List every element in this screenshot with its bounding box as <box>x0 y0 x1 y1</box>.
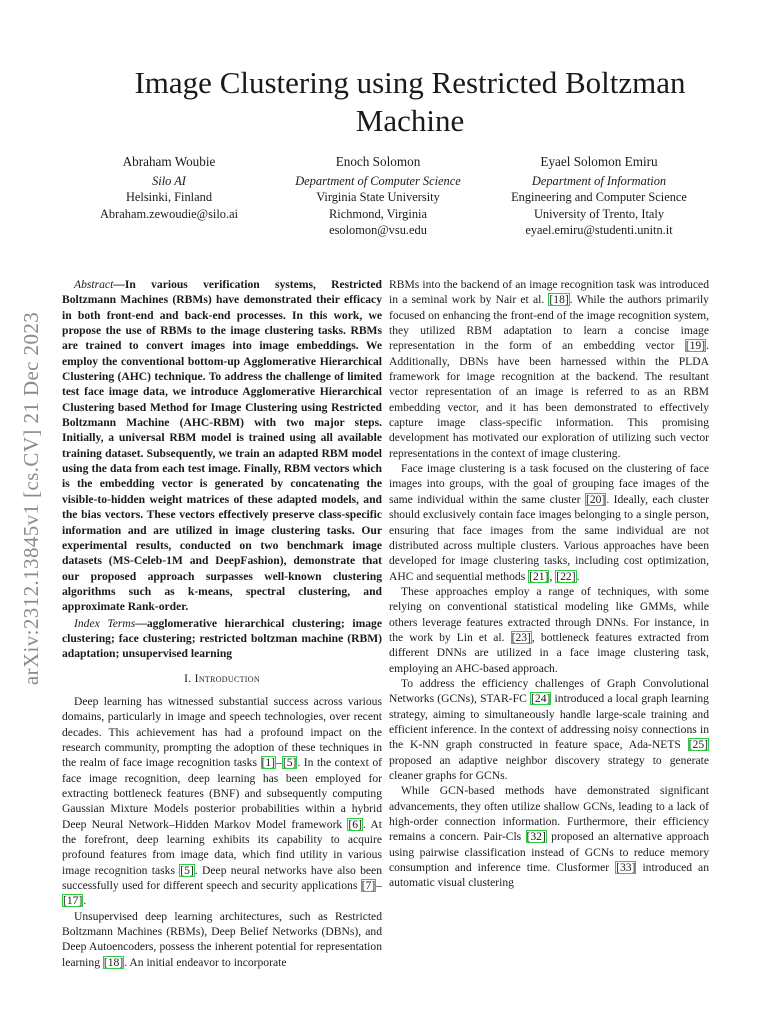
citation-link[interactable]: [18] <box>103 955 124 969</box>
author-email: eyael.emiru@studenti.unitn.it <box>525 223 673 237</box>
body-paragraph: Unsupervised deep learning architectures, such as Restricted Boltzmann Machines (RBMs), Deep Belief Networks (DBNs), and Deep Autoencoders, possess the inherent potential for representation learning [18]. An initial endeavor to incorporate <box>62 909 382 969</box>
citation-link[interactable]: [23] <box>511 630 531 644</box>
author-affiliation: Silo AI <box>152 173 186 188</box>
citation-link[interactable]: [33] <box>616 861 636 875</box>
citation-link[interactable]: [21] <box>529 569 549 583</box>
author-institution: University of Trento, Italy <box>533 206 665 221</box>
author-department: Department of Information <box>531 173 667 188</box>
body-paragraph: These approaches employ a range of techniques, with some relying on conventional statistical modeling like GMMs, while others leverage features extracted through DNNs. For instance, in the work by Lin et al. [23], bottleneck features extracted from different DNNs are utilized in a face image clustering task, employing an AHC-based approach. <box>389 584 709 675</box>
body-paragraph: Deep learning has witnessed substantial success across various domains, particularly in image and speech technologies, over recent decades. This achievement has had a profound impact on the research community, prompting the adoption of these techniques in the realm of face image recognition tasks [1]–[5]. In the context of face image recognition, deep learning has been employed for extracting bottleneck features (BNF) and subsequently computing Gaussian Mixture Models posterior probabilities within a hybrid Deep Neural Network–Hidden Markov Model framework [6]. At the forefront, deep learning exhibits its capability to acquire profound features from image data, which find utility in various image recognition tasks [5]. Deep neural networks have also been successfully used for different speech and security applications [7]–[17]. <box>62 694 383 908</box>
arxiv-id-text: arXiv:2312.13845v1 [cs.CV] 21 Dec 2023 <box>19 311 44 685</box>
author-email: esolomon@vsu.edu <box>329 223 427 237</box>
right-column <box>389 277 709 891</box>
body-paragraph: RBMs into the backend of an image recognition task was introduced in a seminal work by Nair et al. [18]. While the authors primarily focused on enhancing the front-end of the image recognition system, they utilized RBM adaptation to learn a concise image representation in the form of an embedding vector [19]. Additionally, DBNs have been harnessed within the PLDA framework for image recognition at the backend. The resultant vector representation of an image is referred to as an RBM embedding vector, and it has been demonstrated to effectively capture image class-specific information. This promising development has motivated our exploration of utilizing such vector representations in the context of image clustering. <box>389 278 709 460</box>
author-location: Helsinki, Finland <box>125 190 213 204</box>
author-institution: Virginia State University <box>316 190 440 204</box>
body-paragraph: Face image clustering is a task focused on the clustering of face images into groups, with the goal of grouping face images of the same individual within the same cluster [20]. Ideally, each cluster should exclusively contain face images belonging to a single person, ensuring that face images from the same individual are not distributed across multiple clusters. Various approaches have been developed for image clustering tasks, including cost optimization, AHC and sequential methods [21], [22]. <box>389 462 709 583</box>
citation-link[interactable]: [6] <box>348 817 362 831</box>
section-heading <box>62 671 382 686</box>
author-name: Enoch Solomon <box>335 154 421 169</box>
author-block-1 <box>84 154 254 222</box>
arxiv-identifier <box>14 268 50 728</box>
author-block-2 <box>262 154 494 239</box>
section-number: I. <box>184 671 192 685</box>
abstract-text: —In various verification systems, Restricted Boltzmann Machines (RBMs) have demonstrated their efficacy in both front-end and back-end processes. In this work, we propose the use of RBMs to the image clustering tasks. RBMs are trained to convert images into image embeddings. We employ the conventional bottom-up Agglomerative Hierarchical Clustering (AHC) technique. To address the challenge of limited test face image data, we introduce Agglomerative Hierarchical Clustering based Method for Image Clustering using Restricted Boltzmann Machine (AHC-RBM) with two major steps. Initially, a universal RBM model is trained using all available training dataset. Subsequently, we train an adapted RBM model using the data from each test image. Finally, RBM vectors which is the embedding vector is generated by concatenating the visible-to-hidden weight matrices of these adapted models, and the bias vectors. These vectors effectively preserve class-specific information and are utilized in image clustering tasks. Our experimental results, conducted on two benchmark image datasets (MS-Celeb-1M and DeepFashion), demonstrate that our proposed approach surpasses well-known clustering algorithms such as k-means, spectral clustering, and approximate Rank-order. <box>62 278 382 614</box>
abstract-label: Abstract <box>74 278 114 291</box>
index-terms <box>62 616 382 662</box>
citation-link[interactable]: [7] <box>361 879 376 893</box>
introduction-body-right <box>389 277 709 891</box>
index-terms-text: —agglomerative hierarchical clustering; image clustering; face clustering; restricted boltzman machine (RBM) adaptation; unsupervised learning <box>62 616 382 661</box>
paper-title: Image Clustering using Restricted Boltzman Machine <box>134 65 686 138</box>
citation-link[interactable]: [5] <box>282 756 297 770</box>
author-location: Richmond, Virginia <box>329 206 427 221</box>
citation-link[interactable]: [1] <box>261 756 276 770</box>
author-department-cont: Engineering and Computer Science <box>511 190 687 204</box>
citation-link[interactable]: [24] <box>531 692 551 706</box>
section-title: Introduction <box>194 671 260 685</box>
author-department: Department of Computer Science <box>295 173 461 188</box>
citation-link[interactable]: [20] <box>585 492 606 506</box>
citation-link[interactable]: [19] <box>685 339 706 353</box>
author-block-3 <box>482 154 716 239</box>
author-name: Abraham Woubie <box>122 154 216 169</box>
author-name: Eyael Solomon Emiru <box>540 154 658 169</box>
citation-link[interactable]: [32] <box>526 830 546 844</box>
introduction-body-left <box>62 694 382 970</box>
body-paragraph: While GCN-based methods have demonstrated significant advancements, they often utilize shallow GCNs, leading to a lack of high-order connection information. Furthermore, their efficiency remains a concern. Pair-Cls [32] proposed an alternative approach using pairwise classification instead of GCNs to reduce memory consumption and inference time. Clusformer [33] introduced an automatic visual clustering <box>389 784 709 890</box>
author-email: Abraham.zewoudie@silo.ai <box>99 206 239 221</box>
body-paragraph: To address the efficiency challenges of Graph Convolutional Networks (GCNs), STAR-FC [24] introduced a local graph learning strategy, aiming to simultaneously handle large-scale training and efficient inference. In the context of addressing noisy connections in the K-NN graph constructed in feature space, Ada-NETS [25] proposed an adaptive neighbor discovery strategy to generate cleaner graphs for GCNs. <box>389 676 709 782</box>
index-terms-label: Index Terms <box>74 616 136 630</box>
citation-link[interactable]: [5] <box>180 863 194 877</box>
citation-link[interactable]: [17] <box>63 894 83 908</box>
abstract <box>62 277 382 615</box>
citation-link[interactable]: [18] <box>549 293 569 307</box>
citation-link[interactable]: [22] <box>556 569 576 583</box>
left-column <box>62 277 382 970</box>
citation-link[interactable]: [25] <box>688 738 708 752</box>
